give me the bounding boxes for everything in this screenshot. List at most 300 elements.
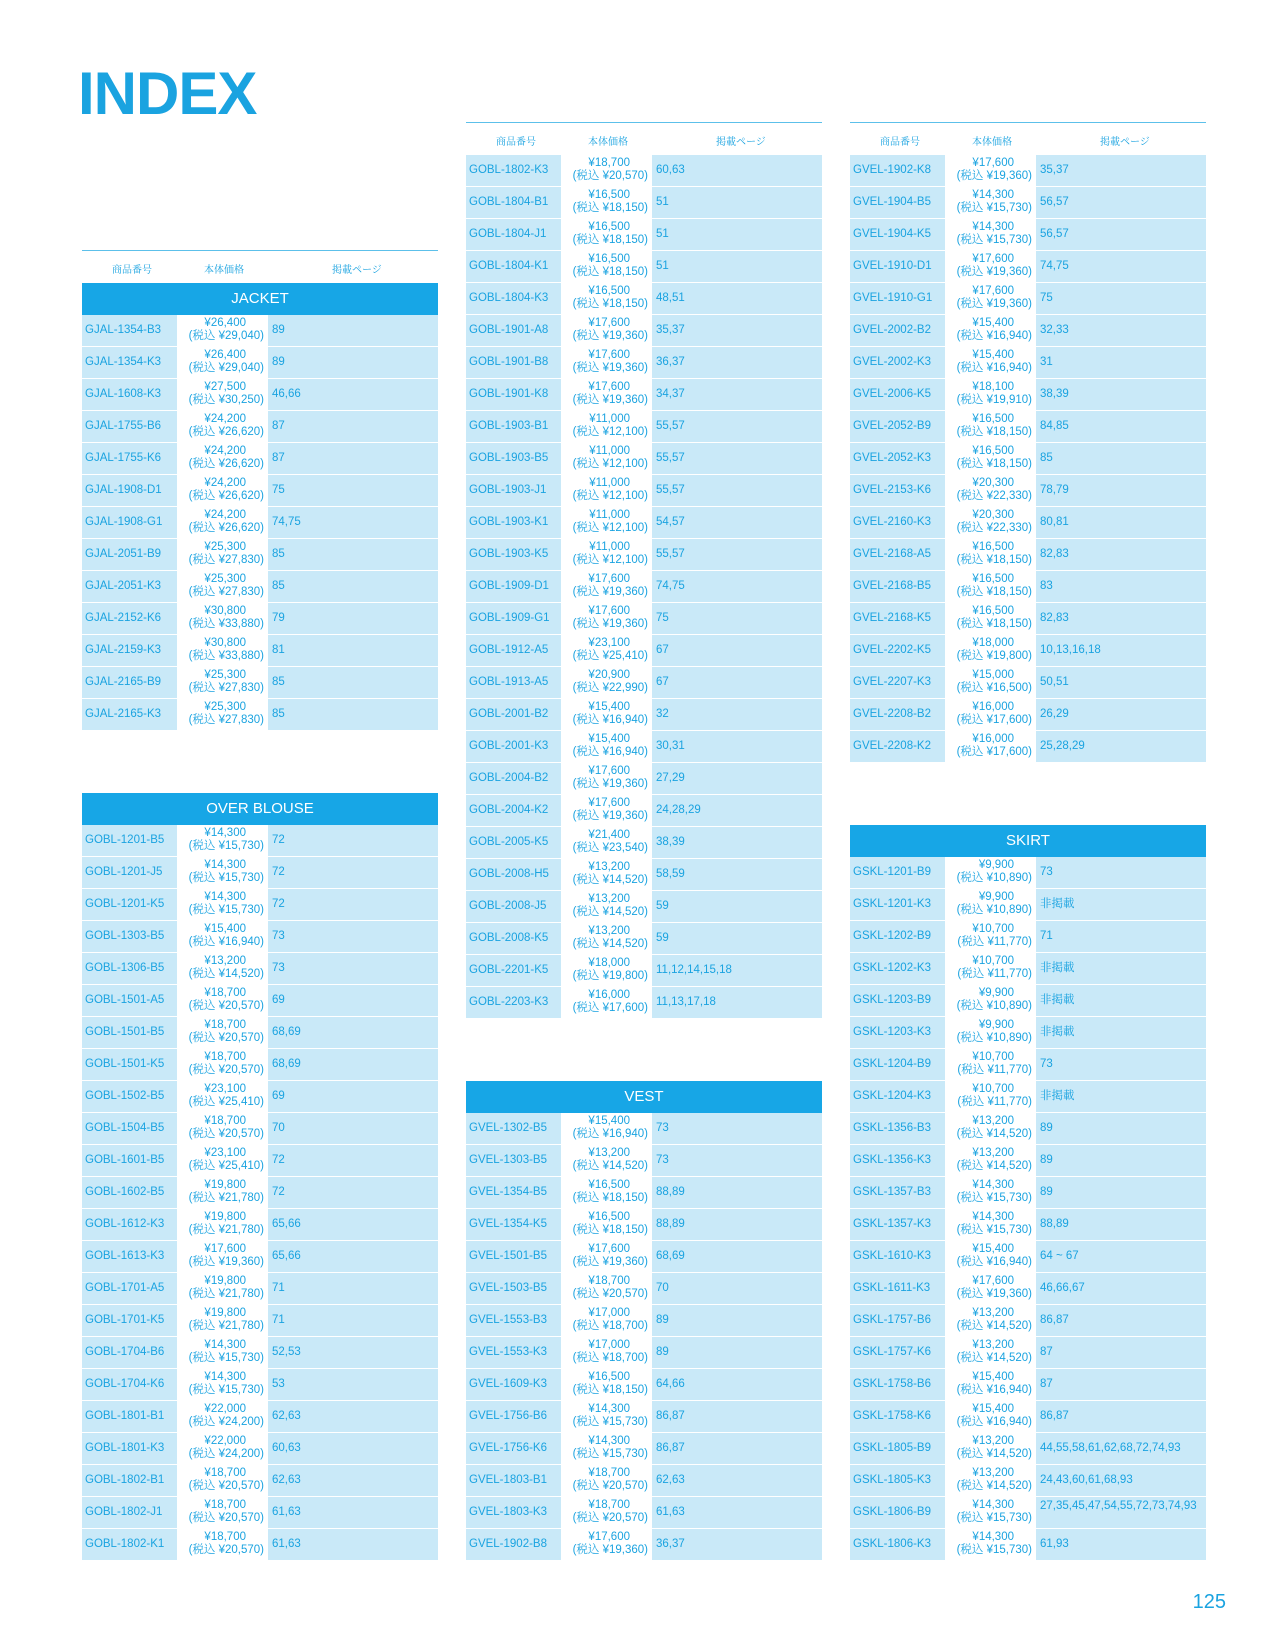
base-price: ¥9,900 bbox=[978, 859, 1014, 871]
product-code: GOBL-1913-A5 bbox=[466, 667, 561, 698]
table-row bbox=[82, 1497, 438, 1529]
product-code: GVEL-1503-B5 bbox=[466, 1273, 561, 1304]
product-code: GSKL-1357-B3 bbox=[850, 1177, 945, 1208]
price-cell bbox=[561, 1177, 652, 1208]
price-cell bbox=[177, 475, 268, 506]
page-refs: 68,69 bbox=[268, 1017, 438, 1048]
price-cell bbox=[177, 1081, 268, 1112]
product-code: GVEL-1609-K3 bbox=[466, 1369, 561, 1400]
product-code: GJAL-1908-D1 bbox=[82, 475, 177, 506]
page-refs: 73 bbox=[1036, 1049, 1206, 1080]
base-price: ¥18,700 bbox=[588, 1499, 630, 1511]
page-refs: 24,43,60,61,68,93 bbox=[1036, 1465, 1206, 1496]
price-cell bbox=[561, 539, 652, 570]
page-refs: 71 bbox=[268, 1273, 438, 1304]
section-vest bbox=[466, 1081, 822, 1561]
tax-included-price: (税込 ¥15,730) bbox=[956, 1192, 1032, 1204]
product-code: GVEL-2207-K3 bbox=[850, 667, 945, 698]
base-price: ¥16,000 bbox=[972, 733, 1014, 745]
page-refs: 非掲載 bbox=[1036, 1081, 1206, 1112]
page-refs: 88,89 bbox=[652, 1177, 822, 1208]
base-price: ¥18,000 bbox=[588, 957, 630, 969]
base-price: ¥16,500 bbox=[972, 573, 1014, 585]
price-cell bbox=[945, 1273, 1036, 1304]
table-row bbox=[82, 699, 438, 731]
table-row bbox=[850, 475, 1206, 507]
table-row bbox=[850, 1273, 1206, 1305]
base-price: ¥10,700 bbox=[972, 1083, 1014, 1095]
table-row bbox=[466, 379, 822, 411]
tax-included-price: (税込 ¥22,330) bbox=[956, 522, 1032, 534]
page-refs: 89 bbox=[652, 1337, 822, 1368]
page-refs: 非掲載 bbox=[1036, 985, 1206, 1016]
tax-included-price: (税込 ¥18,150) bbox=[572, 1192, 648, 1204]
product-code: GOBL-2001-K3 bbox=[466, 731, 561, 762]
page-refs: 87 bbox=[1036, 1337, 1206, 1368]
base-price: ¥16,000 bbox=[972, 701, 1014, 713]
price-cell bbox=[561, 475, 652, 506]
price-cell bbox=[561, 1433, 652, 1464]
table-row bbox=[466, 347, 822, 379]
price-cell bbox=[177, 667, 268, 698]
table-row bbox=[850, 1369, 1206, 1401]
page-refs: 74,75 bbox=[1036, 251, 1206, 282]
table-row bbox=[850, 379, 1206, 411]
table-row bbox=[82, 857, 438, 889]
page-refs: 80,81 bbox=[1036, 507, 1206, 538]
product-code: GVEL-2052-K3 bbox=[850, 443, 945, 474]
base-price: ¥13,200 bbox=[972, 1339, 1014, 1351]
page-refs: 85 bbox=[1036, 443, 1206, 474]
page-refs: 32 bbox=[652, 699, 822, 730]
tax-included-price: (税込 ¥19,800) bbox=[572, 970, 648, 982]
base-price: ¥14,300 bbox=[204, 891, 246, 903]
product-code: GOBL-1802-B1 bbox=[82, 1465, 177, 1496]
page-refs: 25,28,29 bbox=[1036, 731, 1206, 762]
tax-included-price: (税込 ¥21,780) bbox=[188, 1192, 264, 1204]
table-row bbox=[850, 1305, 1206, 1337]
table-row bbox=[82, 825, 438, 857]
table-row bbox=[82, 1465, 438, 1497]
page-refs: 64,66 bbox=[652, 1369, 822, 1400]
page-refs: 75 bbox=[268, 475, 438, 506]
price-cell bbox=[177, 1241, 268, 1272]
tax-included-price: (税込 ¥11,770) bbox=[957, 1064, 1032, 1076]
product-code: GSKL-1203-B9 bbox=[850, 985, 945, 1016]
header-code: 商品番号 bbox=[880, 137, 920, 148]
tax-included-price: (税込 ¥33,880) bbox=[188, 650, 264, 662]
product-code: GOBL-2005-K5 bbox=[466, 827, 561, 858]
page-refs: 88,89 bbox=[1036, 1209, 1206, 1240]
table-row bbox=[466, 507, 822, 539]
page-refs: 46,66 bbox=[268, 379, 438, 410]
base-price: ¥13,200 bbox=[972, 1467, 1014, 1479]
tax-included-price: (税込 ¥21,780) bbox=[188, 1320, 264, 1332]
table-row bbox=[82, 1049, 438, 1081]
product-code: GVEL-1803-K3 bbox=[466, 1497, 561, 1528]
page-refs: 85 bbox=[268, 699, 438, 730]
page-refs: 86,87 bbox=[652, 1433, 822, 1464]
product-code: GOBL-2008-H5 bbox=[466, 859, 561, 890]
table-row bbox=[850, 857, 1206, 889]
table-row bbox=[466, 635, 822, 667]
tax-included-price: (税込 ¥15,730) bbox=[572, 1416, 648, 1428]
base-price: ¥18,700 bbox=[204, 1531, 246, 1543]
tax-included-price: (税込 ¥24,200) bbox=[188, 1416, 264, 1428]
index-column-1 bbox=[82, 250, 438, 1561]
price-cell bbox=[945, 187, 1036, 218]
base-price: ¥22,000 bbox=[204, 1435, 246, 1447]
table-row bbox=[466, 187, 822, 219]
page-refs: 35,37 bbox=[652, 315, 822, 346]
tax-included-price: (税込 ¥24,200) bbox=[188, 1448, 264, 1460]
table-row bbox=[82, 1273, 438, 1305]
base-price: ¥18,700 bbox=[204, 1115, 246, 1127]
tax-included-price: (税込 ¥14,520) bbox=[956, 1352, 1032, 1364]
product-code: GOBL-1306-B5 bbox=[82, 953, 177, 984]
tax-included-price: (税込 ¥12,100) bbox=[572, 554, 648, 566]
price-cell bbox=[177, 857, 268, 888]
product-code: GVEL-1756-B6 bbox=[466, 1401, 561, 1432]
base-price: ¥25,300 bbox=[204, 573, 246, 585]
base-price: ¥13,200 bbox=[972, 1435, 1014, 1447]
tax-included-price: (税込 ¥14,520) bbox=[956, 1320, 1032, 1332]
base-price: ¥13,200 bbox=[972, 1147, 1014, 1159]
page-refs: 81 bbox=[268, 635, 438, 666]
table-row bbox=[82, 539, 438, 571]
table-row bbox=[850, 571, 1206, 603]
base-price: ¥16,500 bbox=[588, 1179, 630, 1191]
base-price: ¥16,500 bbox=[588, 221, 630, 233]
price-cell bbox=[177, 1497, 268, 1528]
price-cell bbox=[177, 1401, 268, 1432]
base-price: ¥18,700 bbox=[204, 1051, 246, 1063]
base-price: ¥17,600 bbox=[588, 573, 630, 585]
base-price: ¥14,300 bbox=[972, 1179, 1014, 1191]
product-code: GVEL-2002-B2 bbox=[850, 315, 945, 346]
table-row bbox=[850, 1433, 1206, 1465]
product-code: GJAL-2051-K3 bbox=[82, 571, 177, 602]
product-code: GVEL-2208-B2 bbox=[850, 699, 945, 730]
table-row bbox=[466, 1209, 822, 1241]
tax-included-price: (税込 ¥15,730) bbox=[188, 1384, 264, 1396]
tax-included-price: (税込 ¥26,620) bbox=[188, 426, 264, 438]
table-row bbox=[850, 539, 1206, 571]
tax-included-price: (税込 ¥19,360) bbox=[572, 394, 648, 406]
table-row bbox=[466, 283, 822, 315]
base-price: ¥11,000 bbox=[589, 541, 630, 553]
product-code: GVEL-1303-B5 bbox=[466, 1145, 561, 1176]
page-refs: 86,87 bbox=[1036, 1305, 1206, 1336]
product-code: GVEL-2006-K5 bbox=[850, 379, 945, 410]
price-cell bbox=[561, 1113, 652, 1144]
price-cell bbox=[561, 699, 652, 730]
page-refs: 85 bbox=[268, 667, 438, 698]
base-price: ¥30,800 bbox=[204, 637, 246, 649]
table-row bbox=[466, 1465, 822, 1497]
product-code: GOBL-1903-K1 bbox=[466, 507, 561, 538]
table-row bbox=[850, 411, 1206, 443]
tax-included-price: (税込 ¥19,360) bbox=[572, 586, 648, 598]
price-cell bbox=[561, 1529, 652, 1560]
table-row bbox=[850, 219, 1206, 251]
base-price: ¥17,600 bbox=[588, 349, 630, 361]
tax-included-price: (税込 ¥23,540) bbox=[572, 842, 648, 854]
product-code: GSKL-1758-K6 bbox=[850, 1401, 945, 1432]
product-code: GSKL-1202-K3 bbox=[850, 953, 945, 984]
table-row bbox=[850, 1145, 1206, 1177]
tax-included-price: (税込 ¥11,770) bbox=[957, 936, 1032, 948]
base-price: ¥14,300 bbox=[204, 827, 246, 839]
price-cell bbox=[945, 953, 1036, 984]
tax-included-price: (税込 ¥18,150) bbox=[572, 1224, 648, 1236]
product-code: GSKL-1202-B9 bbox=[850, 921, 945, 952]
price-cell bbox=[561, 1497, 652, 1528]
product-code: GOBL-2001-B2 bbox=[466, 699, 561, 730]
tax-included-price: (税込 ¥15,730) bbox=[956, 202, 1032, 214]
tax-included-price: (税込 ¥16,940) bbox=[956, 1416, 1032, 1428]
table-row bbox=[850, 1209, 1206, 1241]
page-refs: 54,57 bbox=[652, 507, 822, 538]
base-price: ¥20,300 bbox=[972, 509, 1014, 521]
base-price: ¥11,000 bbox=[589, 445, 630, 457]
tax-included-price: (税込 ¥27,830) bbox=[188, 714, 264, 726]
base-price: ¥18,700 bbox=[204, 1467, 246, 1479]
product-code: GJAL-1354-K3 bbox=[82, 347, 177, 378]
page-refs: 89 bbox=[1036, 1177, 1206, 1208]
product-code: GOBL-1912-A5 bbox=[466, 635, 561, 666]
page-refs: 87 bbox=[1036, 1369, 1206, 1400]
price-cell bbox=[561, 795, 652, 826]
tax-included-price: (税込 ¥16,940) bbox=[956, 1256, 1032, 1268]
page-refs: 89 bbox=[1036, 1145, 1206, 1176]
tax-included-price: (税込 ¥14,520) bbox=[956, 1480, 1032, 1492]
base-price: ¥24,200 bbox=[204, 445, 246, 457]
product-code: GSKL-1805-B9 bbox=[850, 1433, 945, 1464]
table-row bbox=[850, 155, 1206, 187]
product-code: GOBL-1802-K3 bbox=[466, 155, 561, 186]
section-over-blouse-cont bbox=[466, 155, 822, 1019]
product-code: GOBL-1909-G1 bbox=[466, 603, 561, 634]
table-row bbox=[850, 443, 1206, 475]
base-price: ¥15,400 bbox=[588, 733, 630, 745]
tax-included-price: (税込 ¥15,730) bbox=[956, 234, 1032, 246]
price-cell bbox=[561, 1273, 652, 1304]
price-cell bbox=[561, 155, 652, 186]
table-row bbox=[850, 921, 1206, 953]
price-cell bbox=[561, 283, 652, 314]
page-title: INDEX bbox=[78, 60, 257, 127]
table-row bbox=[82, 1145, 438, 1177]
price-cell bbox=[945, 1241, 1036, 1272]
tax-included-price: (税込 ¥14,520) bbox=[956, 1128, 1032, 1140]
product-code: GOBL-1704-B6 bbox=[82, 1337, 177, 1368]
price-cell bbox=[177, 411, 268, 442]
price-cell bbox=[561, 667, 652, 698]
page-refs: 73 bbox=[268, 953, 438, 984]
table-row bbox=[466, 1305, 822, 1337]
base-price: ¥14,300 bbox=[204, 1339, 246, 1351]
tax-included-price: (税込 ¥27,830) bbox=[188, 682, 264, 694]
price-cell bbox=[561, 603, 652, 634]
table-row bbox=[82, 411, 438, 443]
page-refs: 86,87 bbox=[1036, 1401, 1206, 1432]
table-row bbox=[82, 985, 438, 1017]
base-price: ¥17,600 bbox=[588, 605, 630, 617]
price-cell bbox=[561, 315, 652, 346]
product-code: GOBL-2008-J5 bbox=[466, 891, 561, 922]
page-refs: 61,63 bbox=[268, 1497, 438, 1528]
base-price: ¥26,400 bbox=[204, 349, 246, 361]
base-price: ¥14,300 bbox=[972, 1211, 1014, 1223]
tax-included-price: (税込 ¥14,520) bbox=[572, 874, 648, 886]
product-code: GOBL-1704-K6 bbox=[82, 1369, 177, 1400]
table-row bbox=[82, 379, 438, 411]
table-row bbox=[82, 1369, 438, 1401]
table-row bbox=[82, 1017, 438, 1049]
header-page: 掲載ページ bbox=[332, 265, 382, 276]
page-refs: 71 bbox=[268, 1305, 438, 1336]
section-title: OVER BLOUSE bbox=[82, 793, 438, 825]
header-page: 掲載ページ bbox=[1100, 137, 1150, 148]
product-code: GOBL-1801-K3 bbox=[82, 1433, 177, 1464]
base-price: ¥19,800 bbox=[204, 1179, 246, 1191]
price-cell bbox=[561, 923, 652, 954]
page-refs: 59 bbox=[652, 891, 822, 922]
price-cell bbox=[561, 571, 652, 602]
price-cell bbox=[561, 763, 652, 794]
page-refs: 73 bbox=[1036, 857, 1206, 888]
product-code: GOBL-2008-K5 bbox=[466, 923, 561, 954]
product-code: GOBL-1901-B8 bbox=[466, 347, 561, 378]
base-price: ¥18,700 bbox=[588, 157, 630, 169]
product-code: GVEL-2208-K2 bbox=[850, 731, 945, 762]
product-code: GVEL-2002-K3 bbox=[850, 347, 945, 378]
tax-included-price: (税込 ¥20,570) bbox=[572, 170, 648, 182]
product-code: GSKL-1757-K6 bbox=[850, 1337, 945, 1368]
product-code: GOBL-1701-K5 bbox=[82, 1305, 177, 1336]
page-refs: 34,37 bbox=[652, 379, 822, 410]
product-code: GVEL-1354-B5 bbox=[466, 1177, 561, 1208]
tax-included-price: (税込 ¥18,700) bbox=[572, 1320, 648, 1332]
table-row bbox=[850, 251, 1206, 283]
price-cell bbox=[945, 155, 1036, 186]
header-price: 本体価格 bbox=[972, 137, 1012, 148]
price-cell bbox=[945, 603, 1036, 634]
tax-included-price: (税込 ¥18,150) bbox=[572, 234, 648, 246]
page-refs: 55,57 bbox=[652, 475, 822, 506]
page-refs: 68,69 bbox=[652, 1241, 822, 1272]
product-code: GSKL-1356-B3 bbox=[850, 1113, 945, 1144]
tax-included-price: (税込 ¥14,520) bbox=[572, 906, 648, 918]
price-cell bbox=[177, 1145, 268, 1176]
table-row bbox=[850, 1049, 1206, 1081]
page-refs: 26,29 bbox=[1036, 699, 1206, 730]
product-code: GVEL-2160-K3 bbox=[850, 507, 945, 538]
price-cell bbox=[177, 571, 268, 602]
table-row bbox=[850, 1465, 1206, 1497]
table-row bbox=[466, 315, 822, 347]
product-code: GOBL-1501-K5 bbox=[82, 1049, 177, 1080]
tax-included-price: (税込 ¥15,730) bbox=[956, 1512, 1032, 1524]
tax-included-price: (税込 ¥18,150) bbox=[956, 586, 1032, 598]
price-cell bbox=[945, 1497, 1036, 1528]
price-cell bbox=[945, 635, 1036, 666]
product-code: GOBL-1901-K8 bbox=[466, 379, 561, 410]
base-price: ¥17,600 bbox=[972, 1275, 1014, 1287]
product-code: GVEL-1910-G1 bbox=[850, 283, 945, 314]
tax-included-price: (税込 ¥19,360) bbox=[188, 1256, 264, 1268]
tax-included-price: (税込 ¥21,780) bbox=[188, 1224, 264, 1236]
page-refs: 70 bbox=[652, 1273, 822, 1304]
price-cell bbox=[561, 1465, 652, 1496]
price-cell bbox=[177, 443, 268, 474]
table-row bbox=[850, 283, 1206, 315]
product-code: GVEL-1904-B5 bbox=[850, 187, 945, 218]
table-row bbox=[466, 795, 822, 827]
page-refs: 84,85 bbox=[1036, 411, 1206, 442]
page-refs: 38,39 bbox=[1036, 379, 1206, 410]
header-code: 商品番号 bbox=[496, 137, 536, 148]
page-refs: 59 bbox=[652, 923, 822, 954]
tax-included-price: (税込 ¥20,570) bbox=[188, 1480, 264, 1492]
product-code: GOBL-1903-K5 bbox=[466, 539, 561, 570]
product-code: GVEL-2168-A5 bbox=[850, 539, 945, 570]
tax-included-price: (税込 ¥27,830) bbox=[188, 554, 264, 566]
tax-included-price: (税込 ¥20,570) bbox=[572, 1512, 648, 1524]
product-code: GOBL-2203-K3 bbox=[466, 987, 561, 1018]
page-refs: 71 bbox=[1036, 921, 1206, 952]
price-cell bbox=[561, 347, 652, 378]
table-row bbox=[850, 667, 1206, 699]
base-price: ¥17,600 bbox=[972, 157, 1014, 169]
price-cell bbox=[177, 1049, 268, 1080]
price-cell bbox=[177, 1273, 268, 1304]
product-code: GVEL-1902-K8 bbox=[850, 155, 945, 186]
base-price: ¥16,500 bbox=[588, 285, 630, 297]
base-price: ¥11,000 bbox=[589, 477, 630, 489]
product-code: GVEL-2168-K5 bbox=[850, 603, 945, 634]
price-cell bbox=[945, 1401, 1036, 1432]
table-row bbox=[466, 1369, 822, 1401]
product-code: GOBL-1903-B5 bbox=[466, 443, 561, 474]
price-cell bbox=[561, 1209, 652, 1240]
product-code: GVEL-1902-B8 bbox=[466, 1529, 561, 1560]
page-refs: 32,33 bbox=[1036, 315, 1206, 346]
product-code: GJAL-2165-B9 bbox=[82, 667, 177, 698]
table-row bbox=[466, 1497, 822, 1529]
page-refs: 83 bbox=[1036, 571, 1206, 602]
base-price: ¥17,600 bbox=[972, 253, 1014, 265]
base-price: ¥18,100 bbox=[972, 381, 1014, 393]
index-column-3 bbox=[850, 122, 1206, 1561]
tax-included-price: (税込 ¥19,360) bbox=[572, 1256, 648, 1268]
product-code: GJAL-1755-B6 bbox=[82, 411, 177, 442]
price-cell bbox=[177, 1113, 268, 1144]
base-price: ¥9,900 bbox=[978, 1019, 1014, 1031]
tax-included-price: (税込 ¥17,600) bbox=[572, 1002, 648, 1014]
base-price: ¥21,400 bbox=[588, 829, 630, 841]
price-cell bbox=[945, 699, 1036, 730]
base-price: ¥13,200 bbox=[204, 955, 246, 967]
tax-included-price: (税込 ¥19,800) bbox=[956, 650, 1032, 662]
table-row bbox=[466, 603, 822, 635]
base-price: ¥20,300 bbox=[972, 477, 1014, 489]
tax-included-price: (税込 ¥12,100) bbox=[572, 458, 648, 470]
tax-included-price: (税込 ¥26,620) bbox=[188, 522, 264, 534]
base-price: ¥9,900 bbox=[978, 987, 1014, 999]
tax-included-price: (税込 ¥15,730) bbox=[188, 904, 264, 916]
